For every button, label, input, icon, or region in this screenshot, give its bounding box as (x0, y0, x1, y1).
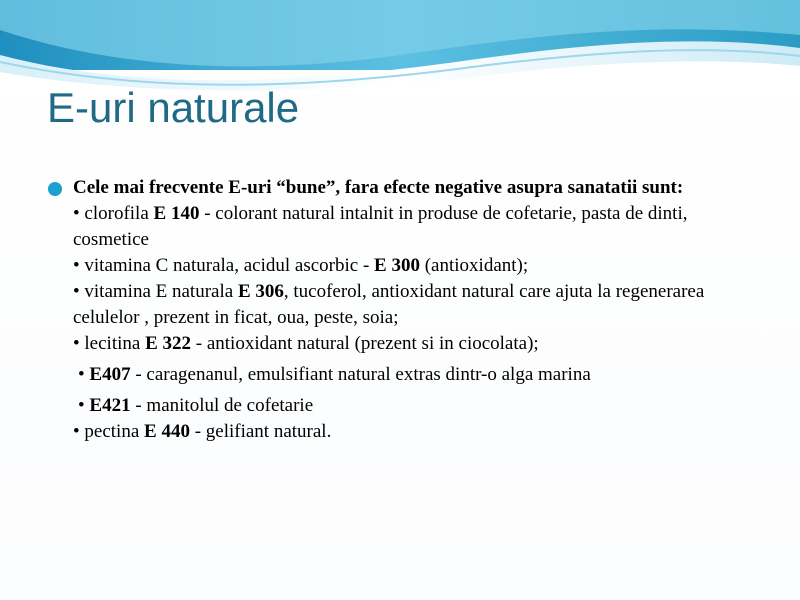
list-item: • E407 - caragenanul, emulsifiant natural extras dintr-o alga marina (78, 364, 591, 385)
list-item: • lecitina E 322 - antioxidant natural (prezent si in ciocolata); (73, 333, 539, 354)
wave-header-decoration (0, 0, 800, 95)
e-code: E 440 (144, 421, 190, 442)
e-code: E421 (89, 395, 131, 416)
e-code: E 300 (374, 255, 420, 276)
e-code: E 140 (153, 203, 200, 224)
list-item: • clorofila E 140 - colorant natural intalnit in produse de cofetarie, pasta de dinti, cosmetice (73, 203, 688, 250)
e-code: E 322 (145, 333, 192, 354)
list-item: • vitamina C naturala, acidul ascorbic - E 300 (antioxidant); (73, 255, 529, 276)
list-item: • E421 - manitolul de cofetarie (78, 395, 314, 416)
additive-list (48, 201, 748, 445)
bullet-intro (48, 175, 748, 201)
slide-title: E-uri naturale (47, 84, 300, 131)
list-item: • pectina E 440 - gelifiant natural. (73, 421, 332, 442)
e-code: E407 (89, 364, 131, 385)
bullet-dot-icon (48, 182, 62, 196)
intro-text: Cele mai frecvente E-uri “bune”, fara efecte negative asupra sanatatii sunt: (73, 177, 684, 198)
e-code: E 306 (237, 281, 284, 302)
slide-content (48, 175, 748, 445)
list-item: • vitamina E naturala E 306, tucoferol, antioxidant natural care ajuta la regenerarea celulelor , prezent in ficat, oua, peste, soia; (73, 281, 705, 328)
